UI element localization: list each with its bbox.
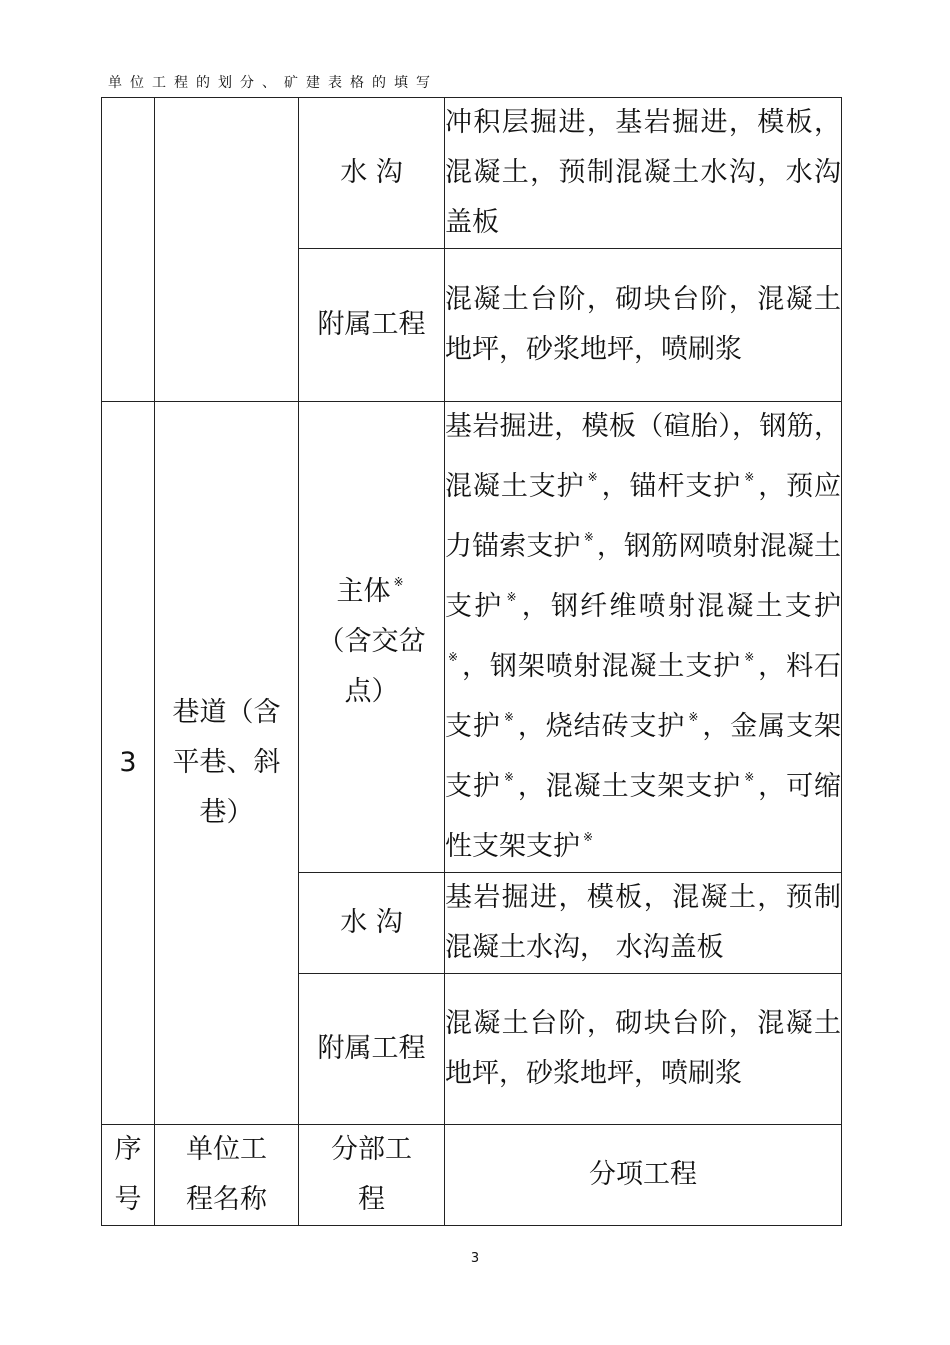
- division-cell: 水 沟: [299, 98, 445, 249]
- item-header: 分项工程: [445, 1125, 842, 1226]
- reference-mark: ※: [583, 830, 594, 844]
- unit-cell: 巷道（含平巷、斜巷）: [155, 402, 299, 1125]
- division-table: [101, 97, 842, 1226]
- reference-mark: ※: [448, 650, 459, 664]
- items-cell: [445, 402, 842, 873]
- division-cell: [299, 402, 445, 873]
- item-text: 基岩掘进，模板（碹胎），钢筋，混凝土支护: [445, 411, 841, 502]
- reference-mark: ※: [744, 650, 756, 664]
- reference-mark: ※: [503, 770, 515, 784]
- division-cell: 附属工程: [299, 249, 445, 402]
- item-text: ，钢架喷射混凝土支护: [461, 651, 742, 682]
- items-cell: 冲积层掘进，基岩掘进，模板，混凝土，预制混凝土水沟，水沟盖板: [445, 98, 842, 249]
- page-number: 3: [470, 1251, 480, 1266]
- seq-cell: 3: [102, 402, 155, 1125]
- items-cell: 混凝土台阶，砌块台阶，混凝土地坪，砂浆地坪，喷刷浆: [445, 249, 842, 402]
- reference-mark: ※: [587, 470, 599, 484]
- seq-cell: [102, 98, 155, 402]
- table-row: [102, 402, 842, 873]
- reference-mark: ※: [688, 710, 700, 724]
- item-text: ，可缩性支架支护: [445, 771, 842, 862]
- reference-mark: ※: [744, 770, 756, 784]
- header-row: [102, 1125, 842, 1226]
- division-label: 主体: [336, 576, 391, 607]
- reference-mark: ※: [503, 710, 515, 724]
- division-note: （含交岔点）: [317, 626, 426, 707]
- item-text: ，锚杆支护: [601, 471, 742, 502]
- reference-mark: ※: [393, 575, 404, 589]
- division-cell: 水 沟: [299, 873, 445, 974]
- running-header: 单位工程的划分、矿建表格的填写: [108, 75, 438, 91]
- item-text: ，料石支护: [445, 651, 842, 742]
- item-text: ，混凝土支架支护: [517, 771, 742, 802]
- item-text: ，钢纤维喷射混凝土支护: [521, 591, 841, 622]
- division-cell: 附属工程: [299, 974, 445, 1125]
- item-text: ，烧结砖支护: [517, 711, 686, 742]
- items-cell: 基岩掘进，模板，混凝土，预制混凝土水沟， 水沟盖板: [445, 873, 842, 974]
- reference-mark: ※: [744, 470, 756, 484]
- division-header: 分部工程: [299, 1125, 445, 1226]
- unit-cell: [155, 98, 299, 402]
- item-text: ，钢筋网喷射混凝土支护: [445, 531, 842, 622]
- reference-mark: ※: [583, 530, 594, 544]
- item-text: ，金属支架支护: [445, 711, 842, 802]
- table-row: [102, 98, 842, 249]
- seq-header: 序号: [102, 1125, 155, 1226]
- reference-mark: ※: [506, 590, 519, 604]
- items-cell: 混凝土台阶，砌块台阶，混凝土地坪，砂浆地坪，喷刷浆: [445, 974, 842, 1125]
- unit-header: 单位工程名称: [155, 1125, 299, 1226]
- item-text: ，预应力锚索支护: [445, 471, 842, 562]
